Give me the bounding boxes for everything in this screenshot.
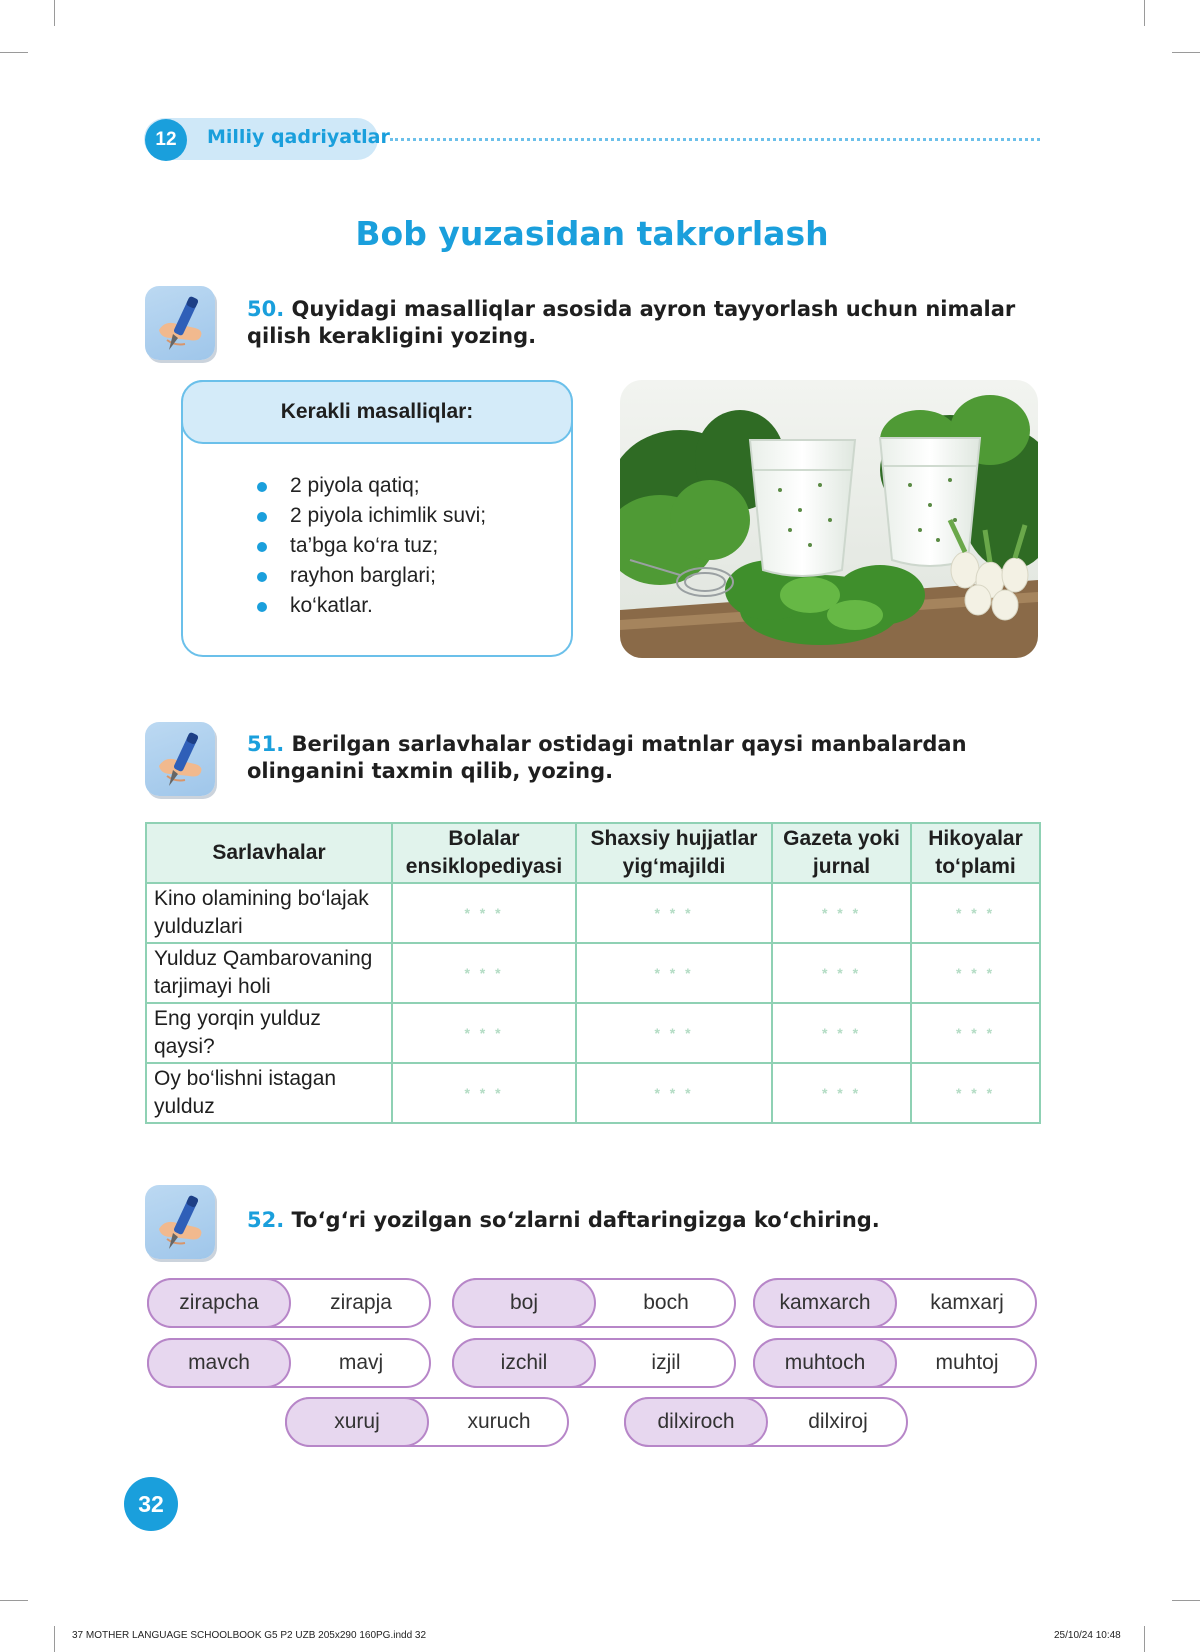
answer-placeholder: * * * (576, 1063, 772, 1123)
pencil-hand-icon (145, 286, 215, 360)
word-option: muhtoj (935, 1351, 999, 1374)
word-pair (147, 1338, 431, 1388)
chapter-title: Milliy qadriyatlar (207, 126, 390, 148)
answer-placeholder: * * * (911, 1063, 1040, 1123)
answer-placeholder: * * * (911, 943, 1040, 1003)
page-number: 32 (124, 1477, 178, 1531)
print-slug-date: 25/10/24 10:48 (1054, 1630, 1121, 1641)
ingredients-box-title: Kerakli masalliqlar: (181, 380, 573, 444)
table-header-row (146, 823, 1040, 883)
word-option: mavj (338, 1351, 384, 1374)
exercise-50-text (247, 296, 1037, 350)
word-option: muhtoch (784, 1351, 866, 1374)
word-pair (285, 1397, 569, 1447)
word-option: boch (643, 1291, 689, 1314)
chapter-page-number: 12 (145, 119, 187, 161)
table-row (146, 883, 1040, 943)
column-header: Sarlavhalar (146, 823, 392, 883)
answer-placeholder: * * * (392, 1063, 576, 1123)
ayron-photo (620, 380, 1038, 658)
ingredients-list (254, 471, 486, 621)
sources-table (145, 822, 1041, 1124)
list-item: 2 piyola qatiq; (254, 471, 486, 501)
row-title: Oy bo‘lishni istagan yulduz (146, 1063, 392, 1123)
word-option: zirapja (330, 1291, 392, 1314)
word-pair (452, 1338, 736, 1388)
word-option: izjil (651, 1351, 681, 1374)
answer-placeholder: * * * (911, 883, 1040, 943)
word-option: dilxiroch (657, 1410, 735, 1433)
exercise-instruction: To‘g‘ri yozilgan so‘zlarni daftaringizga ko‘chiring. (291, 1208, 880, 1232)
word-option: kamxarj (930, 1291, 1004, 1314)
word-pair (753, 1338, 1037, 1388)
page-title: Bob yuzasidan takrorlash (355, 214, 829, 253)
answer-placeholder: * * * (576, 943, 772, 1003)
answer-placeholder: * * * (576, 1003, 772, 1063)
crop-mark (0, 1600, 28, 1601)
answer-placeholder: * * * (392, 1003, 576, 1063)
word-pair (452, 1278, 736, 1328)
list-item: 2 piyola ichimlik suvi; (254, 501, 486, 531)
table-row (146, 1063, 1040, 1123)
answer-placeholder: * * * (772, 883, 911, 943)
exercise-number: 50. (247, 297, 285, 321)
exercise-51-text (247, 731, 1037, 785)
table-row (146, 943, 1040, 1003)
word-option: dilxiroj (808, 1410, 868, 1433)
column-header: Shaxsiy hujjatlar yig‘majildi (576, 823, 772, 883)
crop-mark (1144, 1626, 1145, 1652)
answer-placeholder: * * * (911, 1003, 1040, 1063)
answer-placeholder: * * * (576, 883, 772, 943)
answer-placeholder: * * * (392, 943, 576, 1003)
list-item: rayhon barglari; (254, 561, 486, 591)
answer-placeholder: * * * (772, 1063, 911, 1123)
answer-placeholder: * * * (392, 883, 576, 943)
crop-mark (1172, 1600, 1200, 1601)
word-pair (624, 1397, 908, 1447)
exercise-number: 52. (247, 1208, 285, 1232)
crop-mark (0, 52, 28, 53)
crop-mark (1144, 0, 1145, 26)
list-item: ko‘katlar. (254, 591, 486, 621)
answer-placeholder: * * * (772, 1003, 911, 1063)
column-header: Hikoyalar to‘plami (911, 823, 1040, 883)
word-pair (147, 1278, 431, 1328)
row-title: Eng yorqin yulduz qaysi? (146, 1003, 392, 1063)
word-option: mavch (188, 1351, 250, 1374)
answer-placeholder: * * * (772, 943, 911, 1003)
word-option: kamxarch (779, 1291, 871, 1314)
exercise-52-text (247, 1207, 1037, 1234)
column-header: Gazeta yoki jurnal (772, 823, 911, 883)
crop-mark (1172, 52, 1200, 53)
pencil-hand-icon (145, 1185, 215, 1259)
exercise-instruction: Quyidagi masalliqlar asosida ayron tayyorlash uchun nimalar qilish kerakligini yozing. (247, 297, 1016, 348)
word-option: boj (509, 1291, 539, 1314)
crop-mark (54, 1626, 55, 1652)
print-slug-file: 37 MOTHER LANGUAGE SCHOOLBOOK G5 P2 UZB 205x290 160PG.indd 32 (72, 1630, 427, 1641)
word-pair (753, 1278, 1037, 1328)
row-title: Yulduz Qambarovaning tarjimayi holi (146, 943, 392, 1003)
row-title: Kino olamining bo‘lajak yulduzlari (146, 883, 392, 943)
word-option: izchil (500, 1351, 548, 1374)
word-option: zirapcha (179, 1291, 259, 1314)
table-row (146, 1003, 1040, 1063)
word-option: xuruch (467, 1410, 531, 1433)
pencil-hand-icon (145, 722, 215, 796)
header-dotted-line (390, 138, 1040, 141)
exercise-number: 51. (247, 732, 285, 756)
list-item: ta’bga ko‘ra tuz; (254, 531, 486, 561)
column-header: Bolalar ensiklopediyasi (392, 823, 576, 883)
exercise-instruction: Berilgan sarlavhalar ostidagi matnlar qaysi manbalardan olinganini taxmin qilib, yozing. (247, 732, 967, 783)
word-option: xuruj (334, 1410, 380, 1433)
crop-mark (54, 0, 55, 26)
